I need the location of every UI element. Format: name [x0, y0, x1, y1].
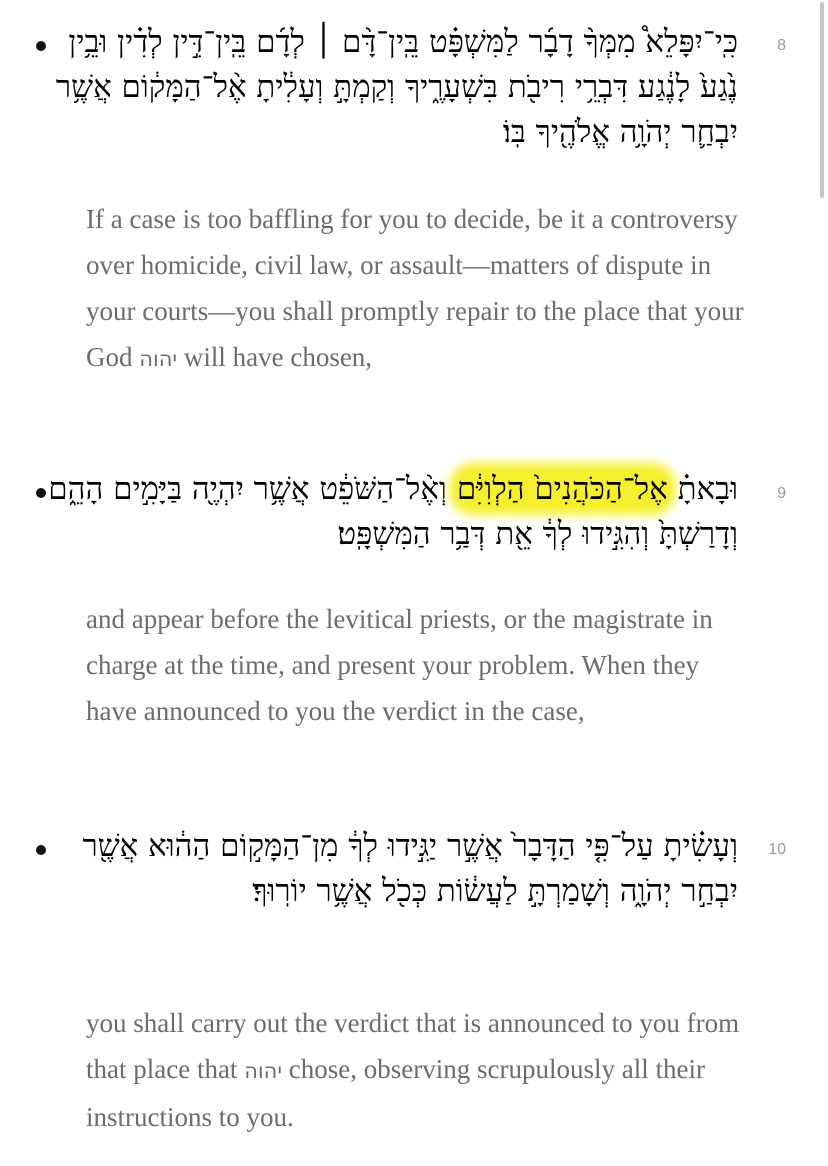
- english-translation: [86, 1000, 746, 1140]
- english-text-part: and appear before the levitical priests, or the magistrate in charge at the time, and present your problem. When they have announced to you the verdict in the case,: [86, 604, 713, 726]
- hebrew-text: [48, 824, 738, 914]
- hebrew-text-part: וְעָשִׂ֗יתָ עַל־פִּ֤י הַדָּבָר֙ אֲשֶׁ֣ר יַגִּ֣ידוּ לְךָ֔ מִן־הַמָּק֣וֹם הַה֔וּא אֲשֶׁ֖ר יִבְחַ֣ר יְהֹוָ֑ה וְשָׁמַרְתָּ֣ לַעֲשׂ֔וֹת כְּכֹ֖ל אֲשֶׁ֥ר יוֹרֽוּךָ׃: [82, 828, 738, 909]
- verse-8: [0, 0, 816, 430]
- english-text-part: will have chosen,: [177, 342, 373, 372]
- verse-9: [0, 430, 816, 800]
- divine-name: יהוה: [244, 1059, 283, 1083]
- highlighted-text[interactable]: אֶל־הַכֹּהֲנִים֙ הַלְוִיִּ֔ם: [456, 471, 668, 507]
- bullet-icon: [36, 845, 46, 855]
- bullet-icon: [36, 41, 46, 51]
- hebrew-text: [48, 20, 738, 155]
- hebrew-text-part: כִּֽי־יִפָּלֵא֩ מִמְּךָ֨ דָבָ֜ר לַמִּשְׁפָּ֗ט בֵּֽין־דָּ֨ם ׀ לְדָ֜ם בֵּֽין־דִּ֣ין לְדִ֗ין וּבֵ֥ין נֶ֙גַע֙ לָנֶ֔גַע דִּבְרֵ֥י רִיבֹ֖ת בִּשְׁעָרֶ֑יךָ וְקַמְתָּ֣ וְעָלִ֔יתָ אֶ֨ל־הַמָּק֔וֹם אֲשֶׁ֥ר יִבְחַ֛ר יְהֹוָ֥ה אֱלֹהֶ֖יךָ בּֽוֹ׃: [55, 24, 738, 150]
- english-text-part: If a case is too baffling for you to decide, be it a controversy over homicide, civil law, or assault—matters of dispute in your courts—you shall promptly repair to the place that your God: [86, 204, 744, 372]
- scrollbar[interactable]: [816, 0, 828, 1166]
- hebrew-text-part: וְאֶ֨ל־הַשֹּׁפֵ֔ט אֲשֶׁ֥ר יִהְיֶ֖ה בַּיָּמִ֣ים הָהֵ֑ם וְדָרַשְׁתָּ֙ וְהִגִּ֣ידוּ לְךָ֔ אֵ֖ת דְּבַ֥ר הַמִּשְׁפָּֽט׃: [48, 471, 738, 552]
- english-translation: [86, 596, 746, 734]
- verse-number: 9: [777, 485, 786, 502]
- verse-number: 10: [768, 841, 786, 858]
- english-text-part: chose, observing scrupulously all their instructions to you.: [86, 1054, 705, 1132]
- divine-name: יהוה: [139, 347, 178, 371]
- verse-10: [0, 800, 816, 1166]
- english-text-part: you shall carry out the verdict that is announced to you from that place that: [86, 1008, 740, 1084]
- hebrew-text-part: וּבָאתָ֗: [667, 471, 738, 507]
- english-translation: [86, 196, 746, 382]
- hebrew-text: [48, 467, 738, 557]
- scrollbar-thumb[interactable]: [820, 2, 824, 198]
- bullet-icon: [36, 488, 46, 498]
- verse-number: 8: [777, 37, 786, 54]
